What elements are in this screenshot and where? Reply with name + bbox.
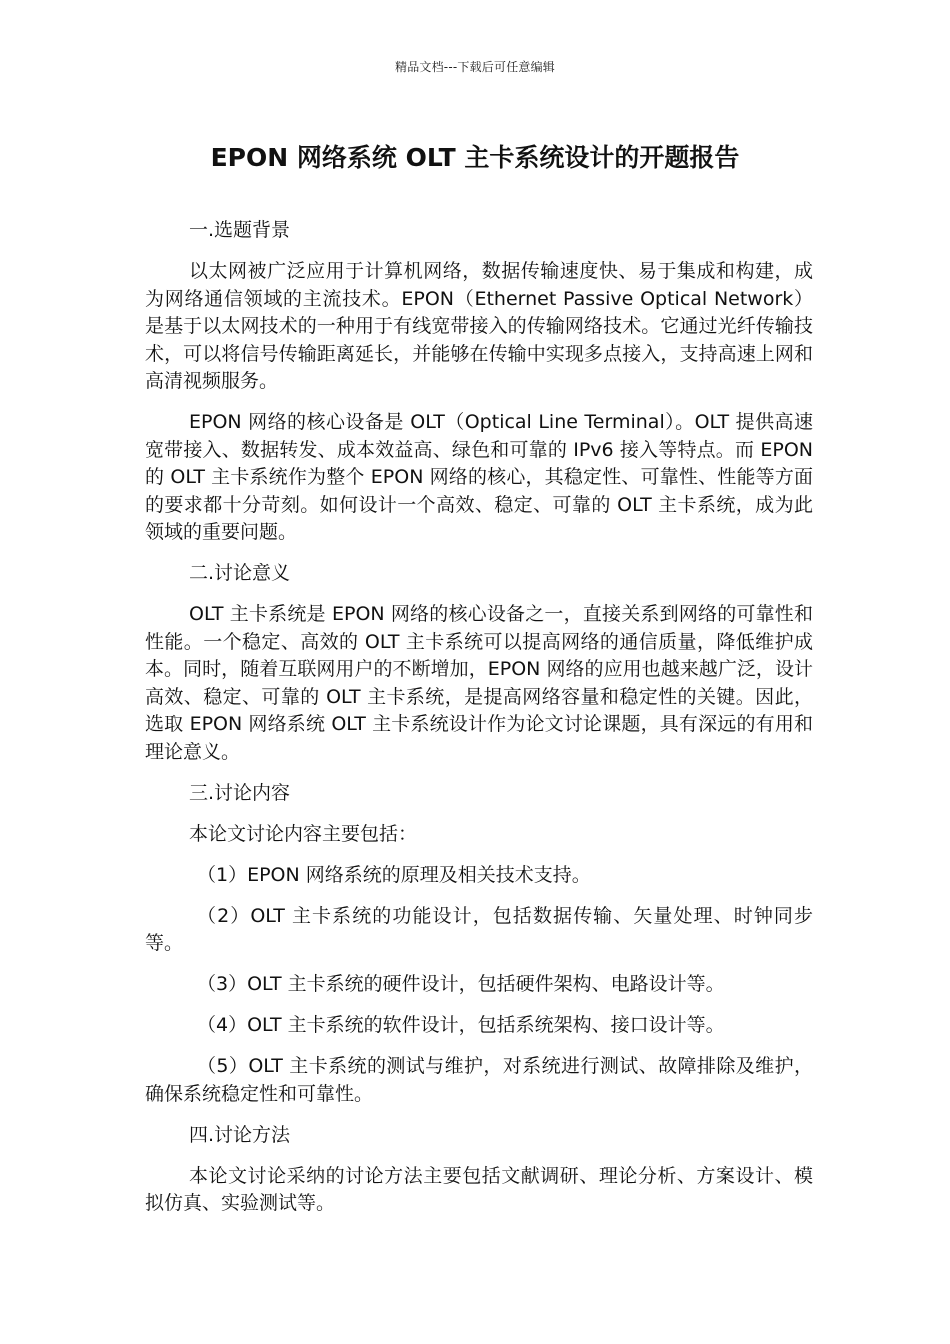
list-item-3: （3）OLT 主卡系统的硬件设计，包括硬件架构、电路设计等。 <box>197 973 725 995</box>
section-heading-background: 一.选题背景 <box>189 219 291 241</box>
paragraph-content-intro: 本论文讨论内容主要包括： <box>189 822 418 845</box>
paragraph-significance: OLT 主卡系统是 EPON 网络的核心设备之一，直接关系到网络的可靠性和性能。一个稳定、高效的 OLT 主卡系统可以提高网络的通信质量，降低维护成本。同时，随着互联网用户的不断增加，EPON 网络的应用也越来越广泛，设计高效、稳定、可靠的 OLT 主卡系统，是提高网络容量和稳定性的关键。因此，选取 EPON 网络系统 OLT 主卡系统设计作为论文讨论课题，具有深远的有用和理论意义。 <box>145 603 813 763</box>
paragraph-background-1: 以太网被广泛应用于计算机网络，数据传输速度快、易于集成和构建，成为网络通信领域的主流技术。EPON（Ethernet Passive Optical Network）是基于以太网技术的一种用于有线宽带接入的传输网络技术。它通过光纤传输技术，可以将信号传输距离延长，并能够在传输中实现多点接入，支持高速上网和高清视频服务。 <box>145 260 813 392</box>
paragraph-method: 本论文讨论采纳的讨论方法主要包括文献调研、理论分析、方案设计、模拟仿真、实验测试等。 <box>145 1164 813 1214</box>
list-item-2: （2）OLT 主卡系统的功能设计，包括数据传输、矢量处理、时钟同步等。 <box>145 904 813 954</box>
list-item-4: （4）OLT 主卡系统的软件设计，包括系统架构、接口设计等。 <box>197 1014 725 1036</box>
list-item-5: （5）OLT 主卡系统的测试与维护，对系统进行测试、故障排除及维护，确保系统稳定性和可靠性。 <box>145 1055 813 1105</box>
document-body <box>145 217 813 1231</box>
section-heading-content: 三.讨论内容 <box>189 781 291 804</box>
list-item-1: （1）EPON 网络系统的原理及相关技术支持。 <box>197 863 591 886</box>
section-heading-method: 四.讨论方法 <box>189 1123 291 1146</box>
document-title: EPON 网络系统 OLT 主卡系统设计的开题报告 <box>210 143 740 172</box>
header-note: 精品文档---下载后可任意编辑 <box>395 60 555 74</box>
section-heading-significance: 二.讨论意义 <box>189 562 291 584</box>
paragraph-background-2: EPON 网络的核心设备是 OLT（Optical Line Terminal）。OLT 提供高速宽带接入、数据转发、成本效益高、绿色和可靠的 IPv6 接入等特点。而 EPON 的 OLT 主卡系统作为整个 EPON 网络的核心，其稳定性、可靠性、性能等方面的要求都十分苛刻。如何设计一个高效、稳定、可靠的 OLT 主卡系统，成为此领域的重要问题。 <box>145 411 813 543</box>
